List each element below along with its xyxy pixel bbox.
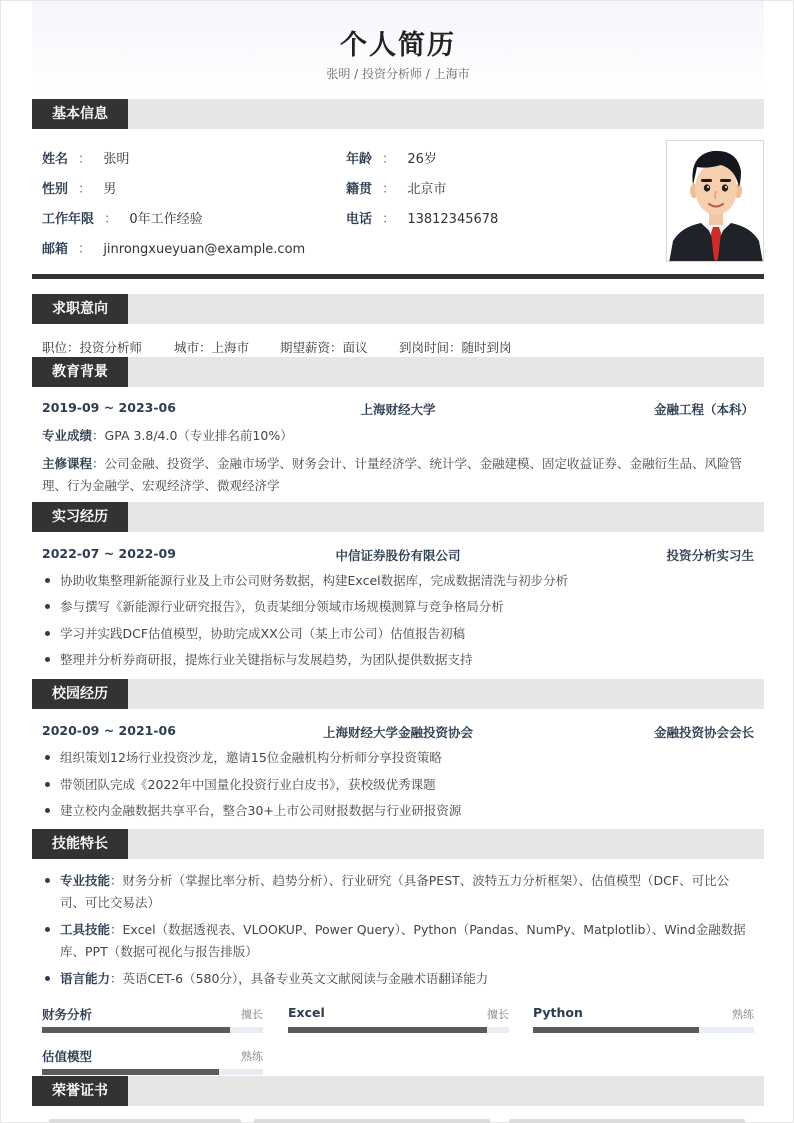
info-age [346, 148, 437, 167]
skill-bar-fill [42, 1027, 230, 1033]
intent-start: 到岗时间：随时到岗 [399, 340, 512, 355]
skill-bar-level: 熟练 [241, 1050, 263, 1063]
resume-header [32, 1, 764, 93]
info-colon: ： [78, 152, 92, 167]
skill-bar [288, 1005, 509, 1037]
internship-date: 2022-07 ~ 2022-09 [42, 546, 176, 561]
intent-salary: 期望薪资：面议 [280, 340, 368, 355]
info-years-label: 工作年限 [42, 212, 95, 227]
section-title-intent: 求职意向 [32, 294, 128, 324]
intent-city: 城市：上海市 [174, 340, 250, 355]
page-title: 个人简历 [340, 30, 456, 61]
skills-language-value: ：英语CET-6（580分），具备专业英文文献阅读与金融术语翻译能力 [110, 971, 489, 986]
education-courses-value: ：公司金融、投资学、金融市场学、财务会计、计量经济学、统计学、金融建模、固定收益证券、金融衍生品、风险管理、行为金融学、宏观经济学、微观经济学 [42, 456, 743, 493]
skill-bar-fill [42, 1069, 219, 1075]
info-gender-label: 性别 [42, 182, 69, 197]
internship-bullet: 整理并分析券商研报，提炼行业关键指标与发展趋势，为团队提供数据支持 [60, 649, 754, 671]
avatar [666, 140, 764, 262]
internship-bullet: 协助收集整理新能源行业及上市公司财务数据，构建Excel数据库，完成数据清洗与初步分析 [60, 570, 754, 592]
info-name-value: 张明 [103, 152, 130, 167]
skills-professional-value: ：财务分析（掌握比率分析、趋势分析）、行业研究（具备PEST、波特五力分析框架）、估值模型（DCF、可比公司、可比交易法） [60, 873, 730, 910]
campus-bullet: 带领团队完成《2022年中国量化投资行业白皮书》，获校级优秀课题 [60, 774, 754, 796]
education-date: 2019-09 ~ 2023-06 [42, 400, 176, 415]
campus-date: 2020-09 ~ 2021-06 [42, 723, 176, 738]
honor-card [254, 1119, 490, 1123]
skill-bar-track [42, 1069, 263, 1075]
internship-role: 投资分析实习生 [666, 548, 754, 563]
divider [32, 274, 764, 279]
section-title-campus: 校园经历 [32, 679, 128, 709]
section-title-education: 教育背景 [32, 357, 128, 387]
info-years [42, 208, 203, 227]
info-colon: ： [382, 212, 396, 227]
section-header-basic [32, 99, 764, 129]
internship-bullet: 参与撰写《新能源行业研究报告》，负责某细分领域市场规模测算与竞争格局分析 [60, 596, 754, 618]
info-phone [346, 208, 498, 227]
info-origin [346, 178, 446, 197]
skills-tools-value: ：Excel（数据透视表、VLOOKUP、Power Query）、Python（Pandas、NumPy、Matplotlib）、Wind金融数据库、PPT（数据可视化与报告排版） [60, 922, 746, 959]
skill-bar-track [288, 1027, 509, 1033]
info-phone-value: 13812345678 [407, 212, 499, 227]
skill-bar-fill [533, 1027, 699, 1033]
skill-bar-fill [288, 1027, 487, 1033]
skill-bar [42, 1047, 263, 1079]
skill-bar [42, 1005, 263, 1037]
internship-company: 中信证券股份有限公司 [335, 548, 461, 563]
section-header-education [32, 357, 764, 387]
education-school: 上海财经大学 [360, 402, 436, 417]
education-gpa-value: ：GPA 3.8/4.0（专业排名前10%） [92, 428, 293, 443]
education-courses-label: 主修课程 [42, 456, 93, 471]
skill-bar-level: 擅长 [487, 1008, 509, 1021]
info-colon: ： [382, 152, 396, 167]
skill-bar [533, 1005, 754, 1037]
section-title-basic: 基本信息 [32, 99, 128, 129]
info-age-value: 26岁 [407, 152, 437, 167]
skills-tools-label: 工具技能 [60, 922, 111, 937]
skill-bar-level: 擅长 [241, 1008, 263, 1021]
section-title-internship: 实习经历 [32, 502, 128, 532]
skill-bar-level: 熟练 [732, 1008, 754, 1021]
info-phone-label: 电话 [346, 212, 373, 227]
page-subtitle: 张明 / 投资分析师 / 上海市 [326, 67, 470, 81]
section-header-honors [32, 1076, 764, 1106]
skill-bar-track [42, 1027, 263, 1033]
info-colon: ： [78, 242, 92, 257]
campus-role: 金融投资协会会长 [653, 725, 754, 740]
section-header-campus [32, 679, 764, 709]
education-major: 金融工程（本科） [653, 402, 754, 417]
skill-bar-track [533, 1027, 754, 1033]
skills-tools [60, 919, 754, 963]
campus-bullet: 建立校内金融数据共享平台，整合30+上市公司财报数据与行业研报资源 [60, 800, 754, 822]
education-gpa-label: 专业成绩 [42, 428, 93, 443]
info-colon: ： [104, 212, 118, 227]
info-age-label: 年龄 [346, 152, 373, 167]
info-name-label: 姓名 [42, 152, 69, 167]
skills-professional-label: 专业技能 [60, 873, 111, 888]
education-row [42, 400, 754, 415]
skill-bar-name: 财务分析 [42, 1007, 93, 1022]
info-origin-value: 北京市 [407, 182, 447, 197]
skill-bar-name: Excel [288, 1005, 325, 1020]
honor-card [509, 1119, 745, 1123]
skill-bar-name: 估值模型 [42, 1049, 93, 1064]
info-email [42, 238, 305, 257]
section-title-honors: 荣誉证书 [32, 1076, 128, 1106]
section-header-intent [32, 294, 764, 324]
internship-row [42, 546, 754, 561]
education-courses [42, 453, 754, 497]
honor-card [49, 1119, 241, 1123]
education-gpa [42, 425, 754, 447]
info-gender-value: 男 [103, 182, 117, 197]
info-gender [42, 178, 116, 197]
skills-language-label: 语言能力 [60, 971, 111, 986]
campus-bullet: 组织策划12场行业投资沙龙，邀请15位金融机构分析师分享投资策略 [60, 747, 754, 769]
intent-position: 职位：投资分析师 [42, 340, 143, 355]
info-email-label: 邮箱 [42, 242, 69, 257]
internship-bullet: 学习并实践DCF估值模型，协助完成XX公司（某上市公司）估值报告初稿 [60, 623, 754, 645]
skill-bar-name: Python [533, 1005, 583, 1020]
info-colon: ： [78, 182, 92, 197]
info-name [42, 148, 129, 167]
section-header-skills [32, 829, 764, 859]
campus-row [42, 723, 754, 738]
info-email-value: jinrongxueyuan@example.com [103, 242, 306, 257]
avatar-illustration [667, 141, 764, 262]
skills-professional [60, 870, 754, 914]
section-header-internship [32, 502, 764, 532]
info-years-value: 0年工作经验 [129, 212, 203, 227]
section-title-skills: 技能特长 [32, 829, 128, 859]
info-origin-label: 籍贯 [346, 182, 373, 197]
info-colon: ： [382, 182, 396, 197]
campus-org: 上海财经大学金融投资协会 [322, 725, 473, 740]
skills-language [60, 968, 754, 990]
